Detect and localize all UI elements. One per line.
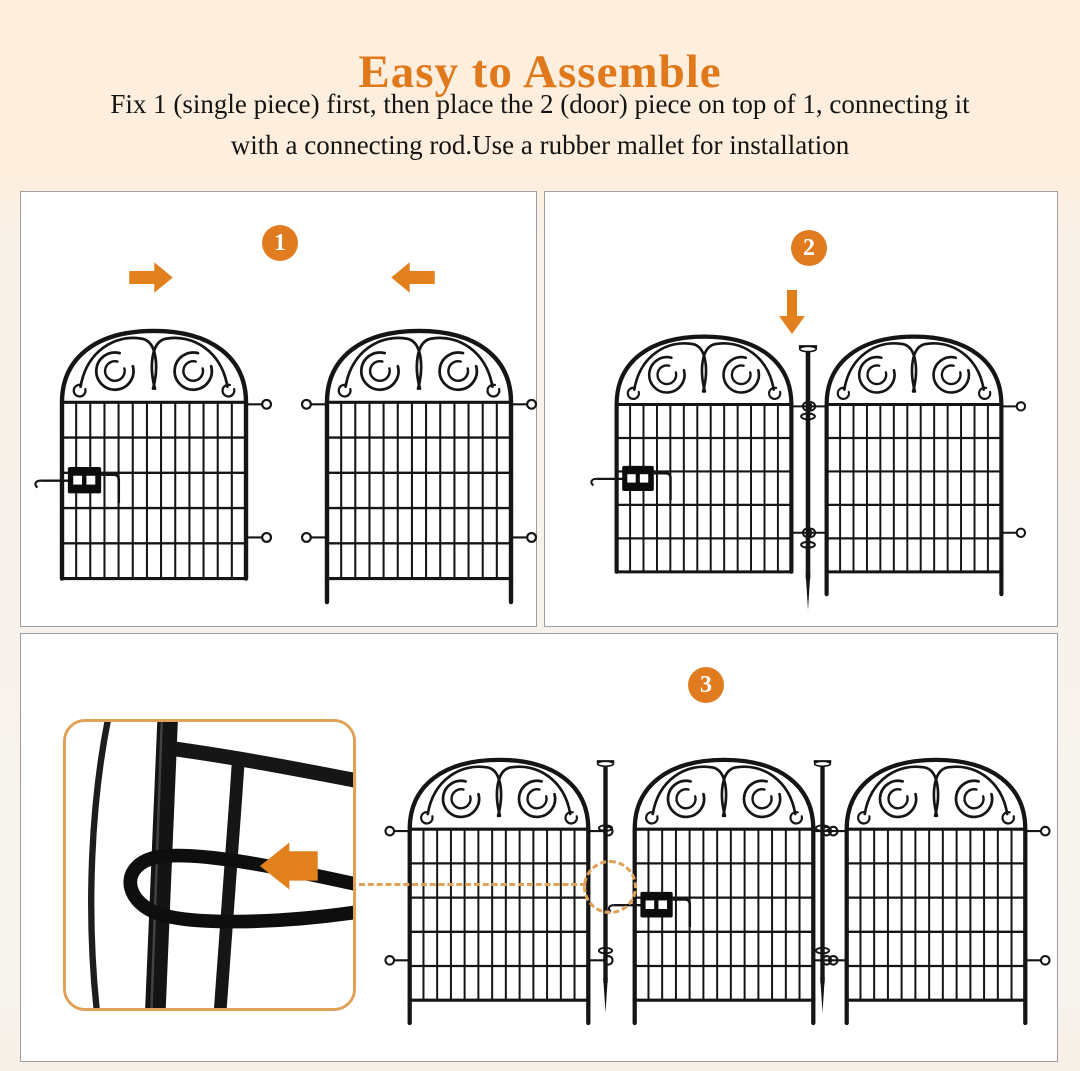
step-2-badge	[791, 230, 827, 266]
connection-detail-inset	[63, 719, 356, 1011]
step-3-number: 3	[700, 671, 712, 698]
fence-single-illustration	[821, 332, 1007, 596]
step-2-panel	[544, 191, 1058, 627]
fence-single-illustration	[404, 755, 594, 1025]
callout-dashed-line	[359, 883, 586, 886]
fence-door-illustration	[629, 755, 819, 1025]
page-subtitle	[0, 84, 1080, 166]
fence-single-illustration	[321, 326, 517, 604]
subtitle-line-2: with a connecting rod.Use a rubber mallet for installation	[230, 130, 850, 160]
fence-door-illustration	[56, 326, 252, 604]
arrow-right-icon	[129, 259, 173, 296]
callout-dashed-circle	[583, 860, 637, 914]
step-1-number: 1	[274, 229, 286, 256]
step-1-panel	[20, 191, 537, 627]
connection-detail-photo	[66, 722, 353, 1008]
fence-door-illustration	[611, 332, 797, 596]
subtitle-line-1: Fix 1 (single piece) first, then place the 2 (door) piece on top of 1, connecting it	[110, 89, 970, 119]
arrow-down-icon	[773, 290, 811, 334]
step-3-panel	[20, 633, 1058, 1062]
connecting-rod-illustration	[797, 337, 819, 615]
step-2-number: 2	[803, 234, 815, 261]
step-3-badge	[688, 667, 724, 703]
page-title: Easy to Assemble	[358, 46, 722, 99]
arrow-left-icon	[391, 259, 435, 296]
connecting-rod-illustration	[812, 753, 833, 1017]
fence-single-illustration	[841, 755, 1031, 1025]
step-1-badge	[262, 225, 298, 261]
